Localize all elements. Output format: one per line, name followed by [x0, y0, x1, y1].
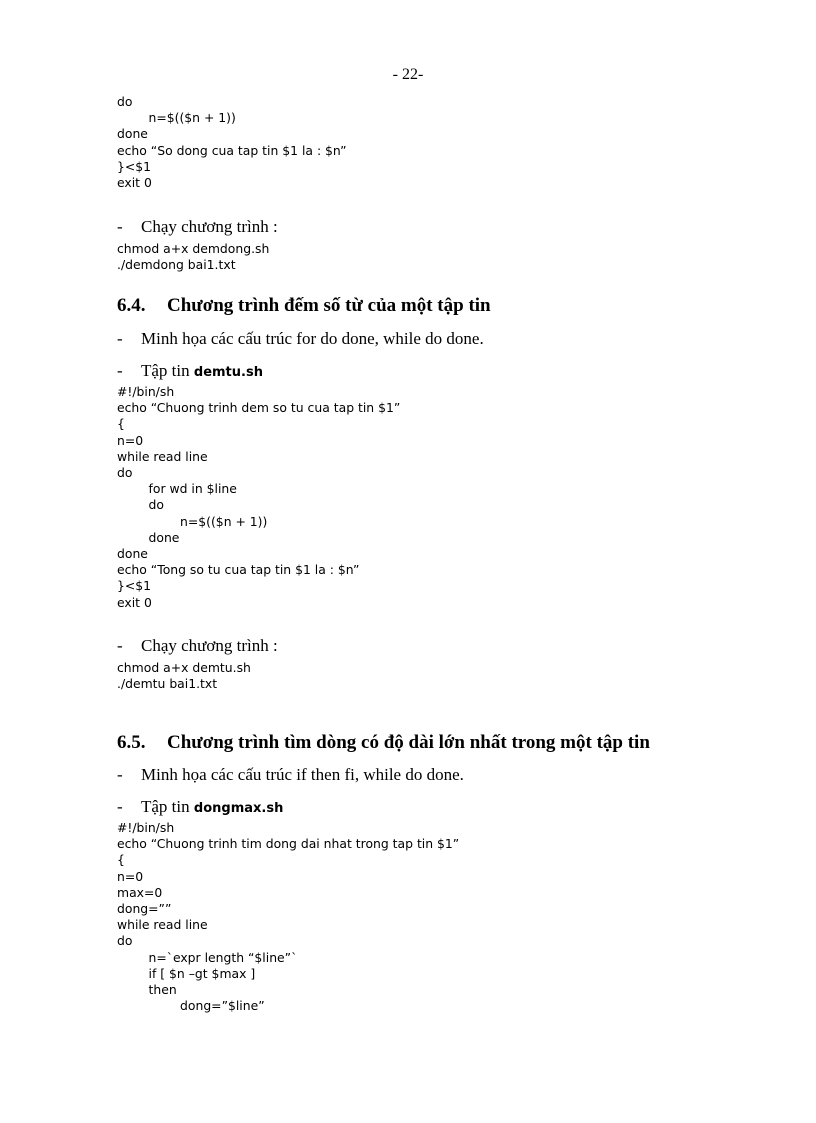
section-number: 6.5. — [117, 732, 146, 753]
bullet-text: Tập tin — [141, 797, 194, 816]
bullet-dash: - — [117, 765, 123, 784]
section-heading-6-5 — [117, 732, 650, 754]
section-heading-6-4 — [117, 295, 491, 317]
bullet-text: Chạy chương trình : — [141, 217, 278, 236]
bullet-dash: - — [117, 217, 123, 236]
s65-bullet-file — [117, 797, 283, 817]
bullet-text: Minh họa các cấu trúc for do done, while do done. — [141, 329, 484, 348]
bullet-dash: - — [117, 361, 123, 380]
bullet-text: Chạy chương trình : — [141, 636, 278, 655]
s64-bullet-description — [117, 329, 484, 349]
code-block-dongmax: #!/bin/sh echo “Chuong trinh tim dong dai nhat trong tap tin $1” { n=0 max=0 dong=”” while read line do n=`expr length “$line”` if [ $n –gt $max ] then dong=”$line” — [117, 820, 460, 1014]
run-bullet-2 — [117, 636, 278, 656]
page-number: - 22- — [392, 66, 424, 83]
bullet-dash: - — [117, 797, 123, 816]
bullet-dash: - — [117, 329, 123, 348]
file-name: demtu.sh — [193, 365, 263, 380]
bullet-text: Tập tin — [141, 361, 194, 380]
s65-bullet-description — [117, 765, 464, 785]
section-number: 6.4. — [117, 295, 146, 316]
s64-bullet-file — [117, 361, 263, 381]
code-block-demtu: #!/bin/sh echo “Chuong trinh dem so tu cua tap tin $1” { n=0 while read line do for wd in $line do n=$(($n + 1)) done done echo “Tong so tu cua tap tin $1 la : $n” }<$1 exit 0 — [117, 384, 401, 610]
code-block-run-demdong: chmod a+x demdong.sh ./demdong bai1.txt — [117, 241, 270, 273]
bullet-text: Minh họa các cấu trúc if then fi, while do done. — [141, 765, 464, 784]
section-title: Chương trình đếm số từ của một tập tin — [167, 295, 491, 316]
run-bullet-1 — [117, 217, 278, 237]
section-title: Chương trình tìm dòng có độ dài lớn nhất trong một tập tin — [167, 732, 650, 753]
file-name: dongmax.sh — [193, 801, 284, 816]
code-block-run-demtu: chmod a+x demtu.sh ./demtu bai1.txt — [117, 660, 251, 692]
bullet-dash: - — [117, 636, 123, 655]
code-block-demdong-end: do n=$(($n + 1)) done echo “So dong cua tap tin $1 la : $n” }<$1 exit 0 — [117, 94, 347, 191]
